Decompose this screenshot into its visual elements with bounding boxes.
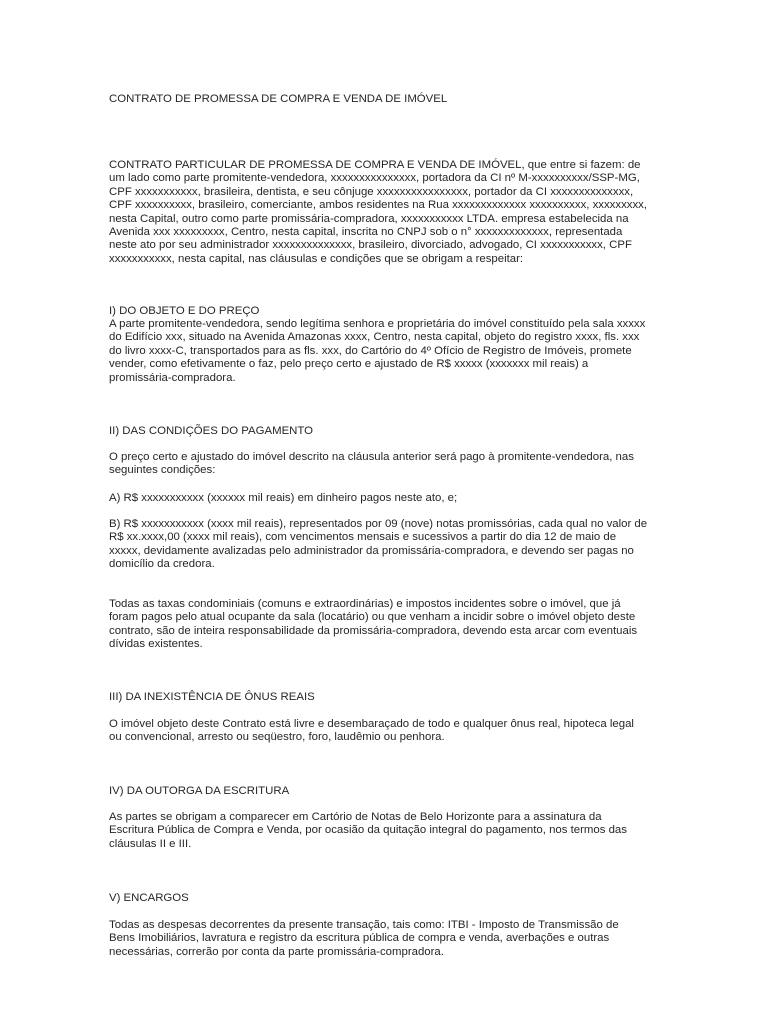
- section-body-charges: Todas as despesas decorrentes da presente transação, tais como: ITBI - Imposto de Transmissão de Bens Imobiliários, lavratura e registro da escritura pública de compra e venda, averbações e outras necessárias, correrão por conta da parte promissária-compradora.: [109, 919, 619, 958]
- section-body-deed: As partes se obrigam a comparecer em Cartório de Notas de Belo Horizonte para a assinatura da Escritura Pública de Compra e Venda, por ocasião da quitação integral do pagamento, nos termos das cláusulas II e III.: [109, 811, 627, 850]
- section-body-no-liens: O imóvel objeto deste Contrato está livre e desembaraçado de todo e qualquer ônus real, hipoteca legal ou convencional, arresto ou seqüestro, foro, laudêmio ou penhora.: [109, 718, 634, 744]
- payment-intro: O preço certo e ajustado do imóvel descrito na cláusula anterior será pago à promitente-vendedora, nas seguintes condições:: [109, 451, 634, 477]
- payment-item-a: A) R$ xxxxxxxxxxx (xxxxxx mil reais) em dinheiro pagos neste ato, e;: [109, 492, 458, 504]
- payment-item-b: B) R$ xxxxxxxxxxx (xxxx mil reais), representados por 09 (nove) notas promissórias, cada qual no valor de R$ xx.xxxx,00 (xxxx mil reais), com vencimentos mensais e sucessivos a partir do dia 12 de maio de xxxxx, devidamente avalizadas pelo administrador da promissária-compradora, e devendo ser pagas no domicílio da credora.: [109, 518, 648, 571]
- section-heading-deed: IV) DA OUTORGA DA ESCRITURA: [109, 785, 290, 797]
- document-title: CONTRATO DE PROMESSA DE COMPRA E VENDA DE IMÓVEL: [109, 93, 448, 105]
- section-body-object-price: A parte promitente-vendedora, sendo legítima senhora e proprietária do imóvel constituído pela sala xxxxx do Edifício xxx, situado na Avenida Amazonas xxxx, Centro, nesta capital, objeto do registro xxxx, fls. xxx do livro xxxx-C, transportados para as fls. xxx, do Cartório do 4º Ofício de Registro de Imóveis, promete vender, como efetivamente o faz, pelo preço certo e ajustado de R$ xxxxx (xxxxxxx mil reais) a promissária-compradora.: [109, 318, 646, 384]
- payment-taxes: Todas as taxas condominiais (comuns e extraordinárias) e impostos incidentes sobre o imóvel, que já foram pagos pelo atual ocupante da sala (locatário) ou que venham a incidir sobre o imóvel objeto deste contrato, são de inteira responsabilidade da promissária-compradora, devendo esta arcar com eventuais dívidas existentes.: [109, 598, 638, 651]
- section-heading-object-price: I) DO OBJETO E DO PREÇO: [109, 305, 260, 317]
- section-heading-charges: V) ENCARGOS: [109, 892, 189, 904]
- section-heading-no-liens: III) DA INEXISTÊNCIA DE ÔNUS REAIS: [109, 691, 315, 703]
- section-heading-payment: II) DAS CONDIÇÕES DO PAGAMENTO: [109, 425, 314, 437]
- contract-preamble: CONTRATO PARTICULAR DE PROMESSA DE COMPRA E VENDA DE IMÓVEL, que entre si fazem: de um lado como parte promitente-vendedora, xxxxxxxxxxxxxxx, portadora da CI nº M-xxxxxxxxxx/SSP-MG, CPF xxxxxxxxxxx, brasileira, dentista, e seu cônjuge xxxxxxxxxxxxxxxx, portador da CI xxxxxxxxxxxxxx, CPF xxxxxxxxxx, brasileiro, comerciante, ambos residentes na Rua xxxxxxxxxxxxx xxxxxxxxxx, xxxxxxxxx, nesta Capital, outro como parte promissária-compradora, xxxxxxxxxxx LTDA. empresa estabelecida na Avenida xxx xxxxxxxxx, Centro, nesta capital, inscrita no CNPJ sob o n° xxxxxxxxxxxxx, representada neste ato por seu administrador xxxxxxxxxxxxxx, brasileiro, divorciado, advogado, CI xxxxxxxxxxx, CPF xxxxxxxxxxx, nesta capital, nas cláusulas e condições que se obrigam a respeitar:: [109, 159, 648, 265]
